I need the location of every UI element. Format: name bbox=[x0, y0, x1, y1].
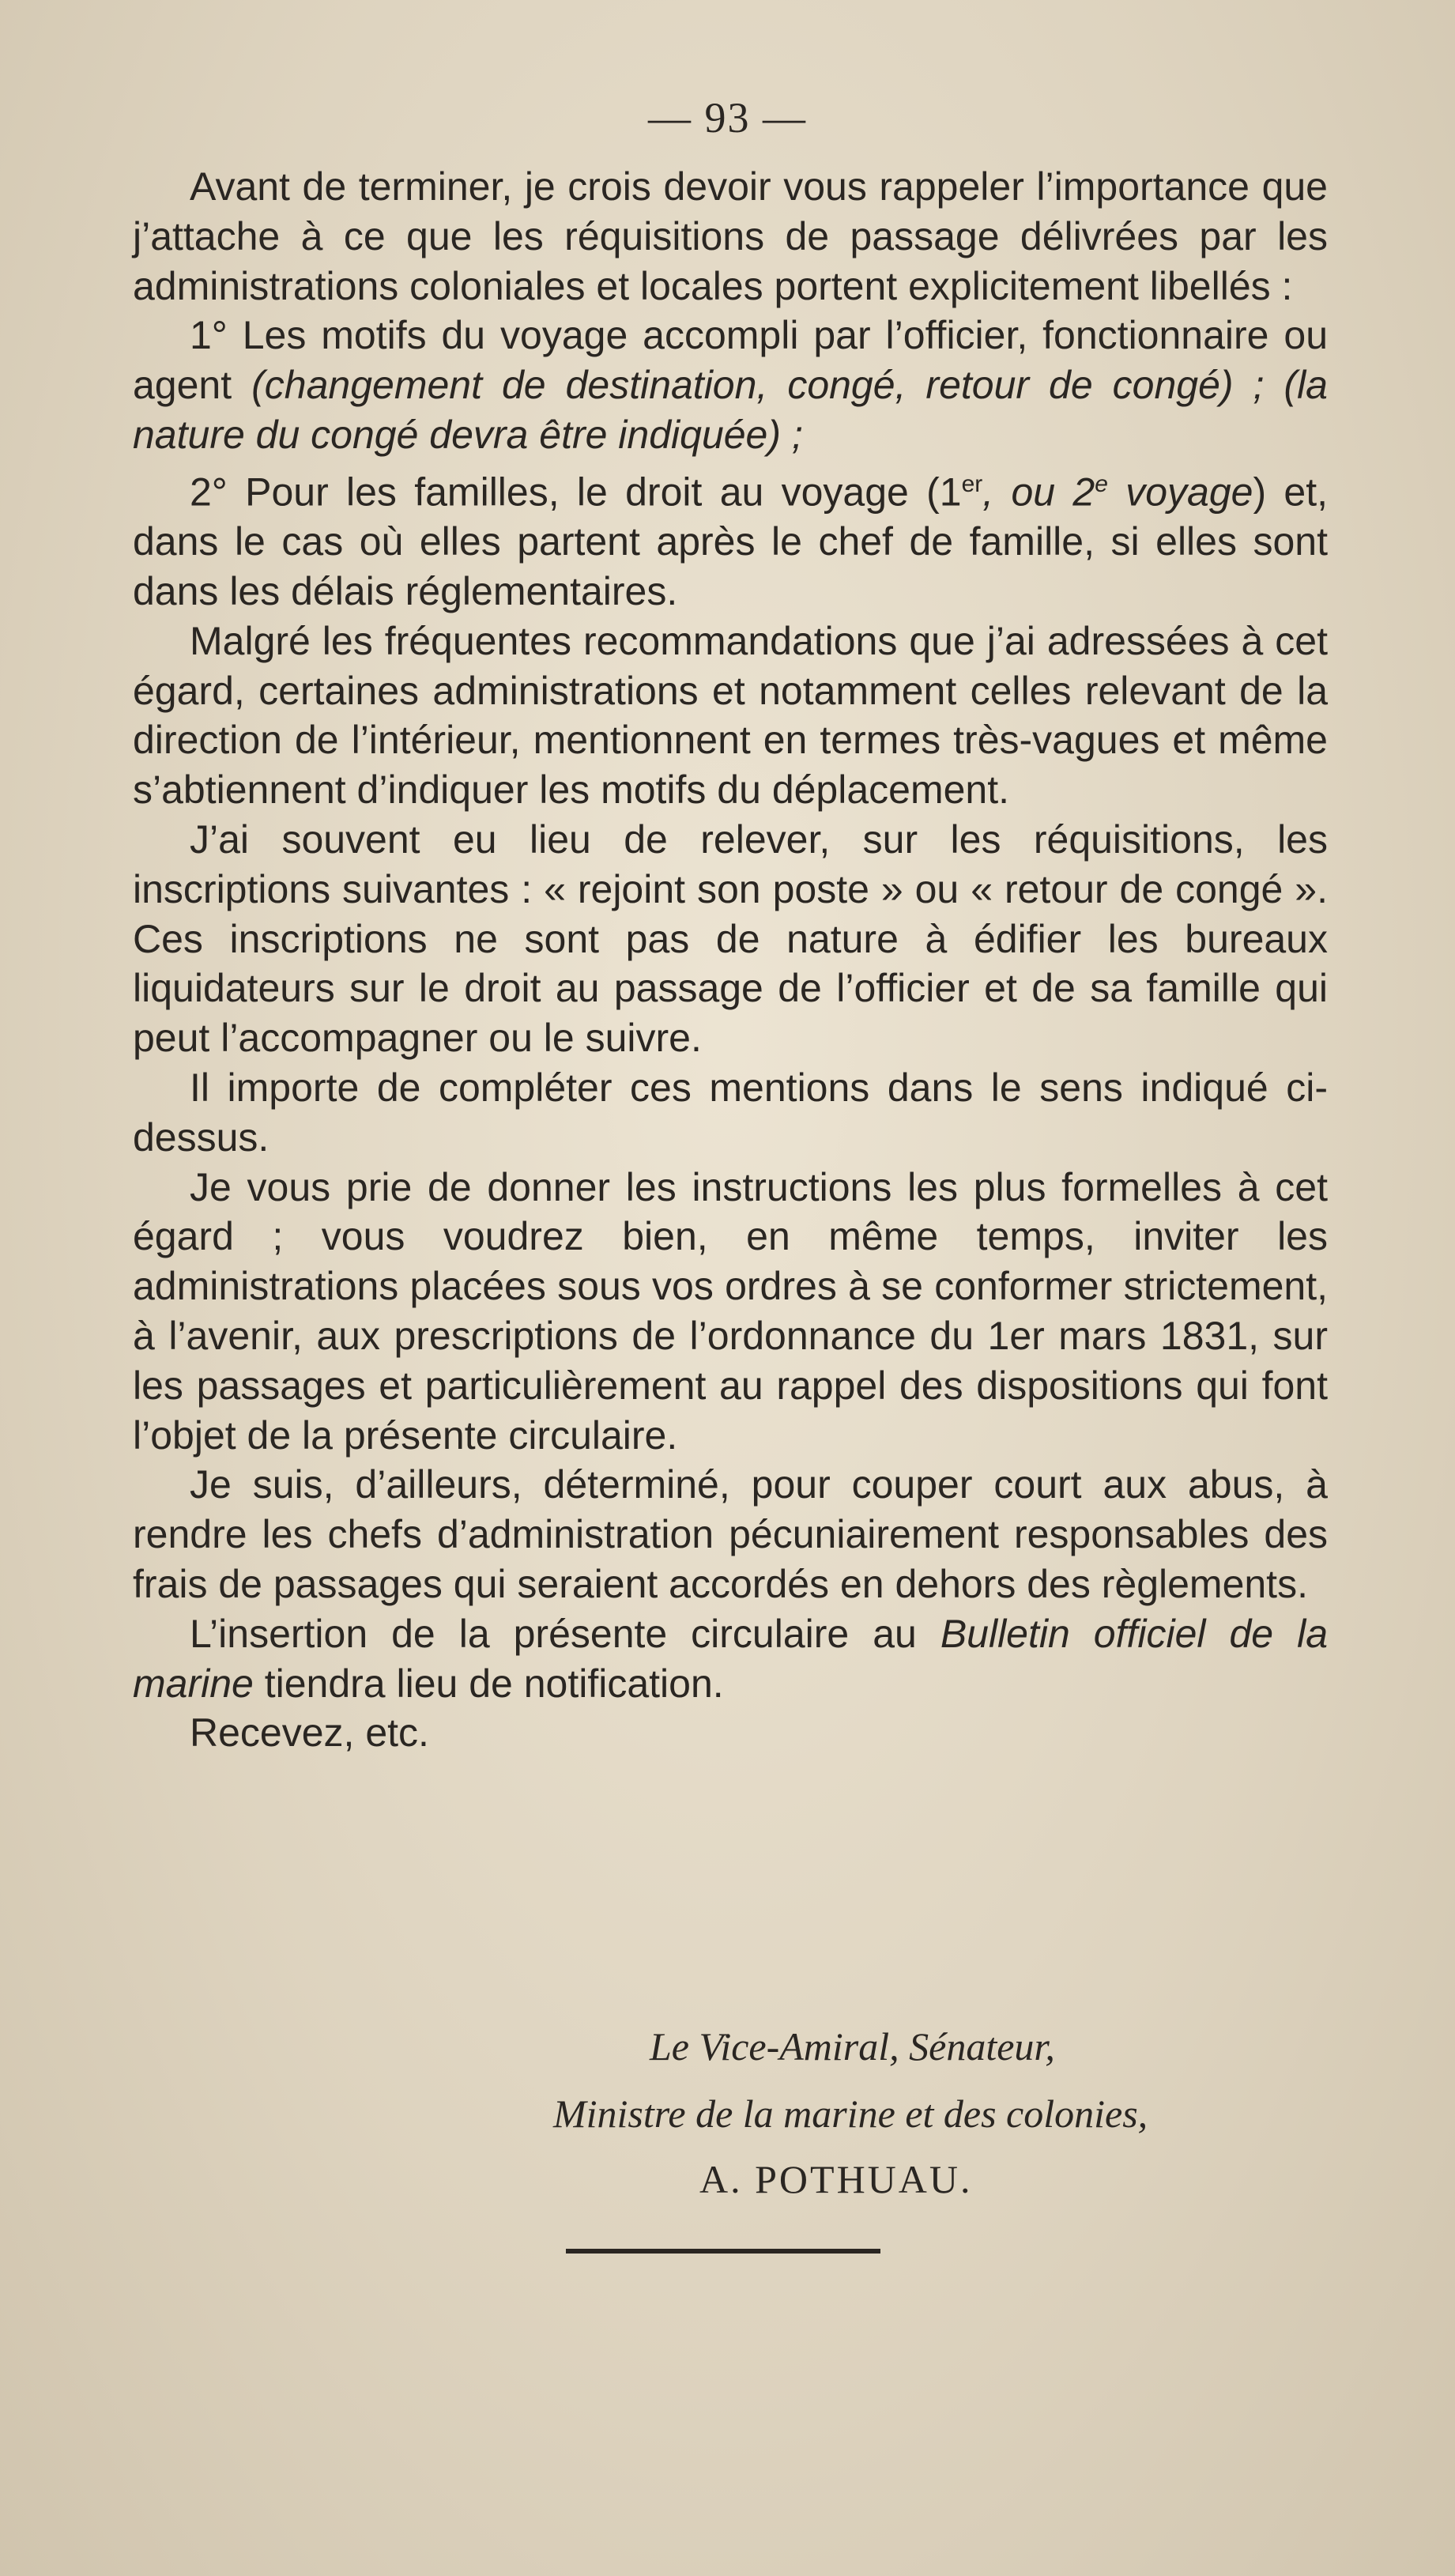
item-2-first-sup: er bbox=[961, 470, 983, 497]
paragraph-insertion bbox=[133, 1609, 1328, 1709]
closing-rule bbox=[566, 2249, 880, 2254]
paragraph-intro: Avant de terminer, je crois devoir vous rappeler l’importance que j’attache à ce que les réquisitions de passage délivrées par les administrations coloniales et locales portent explicitement libellés : bbox=[133, 164, 1328, 308]
paragraph-item-1 bbox=[133, 311, 1328, 459]
circular-body bbox=[133, 162, 1328, 1758]
paragraph-complete-mentions: Il importe de compléter ces mentions dans le sens indiqué ci-dessus. bbox=[133, 1065, 1328, 1160]
signature-name: A. POTHUAU. bbox=[699, 2157, 973, 2201]
item-2-mid: , ou 2 bbox=[982, 470, 1095, 515]
paragraph-recommendations: Malgré les fréquentes recommandations que j’ai adressées à cet égard, certaines administrations et notamment celles relevant de la direction de l’intérieur, mentionnent en termes très-vagues et même s’abtiennent d’indiquer les motifs du déplacement. bbox=[133, 618, 1328, 813]
insertion-italic: Bulletin officiel de la marine bbox=[133, 1611, 1328, 1706]
paragraph-inscriptions: J’ai souvent eu lieu de relever, sur les réquisitions, les inscriptions suivantes : « rejoint son poste » ou « retour de congé ». Ces inscriptions ne sont pas de nature à édifier les bureaux liquidateurs sur le droit au passage de l’officier et de sa famille qui peut l’accompagner ou le suivre. bbox=[133, 817, 1328, 1061]
item-1-italic: (changement de destination, congé, retour de congé) ; (la nature du congé devra être indiquée) ; bbox=[133, 363, 1328, 457]
item-2-lead: 2° Pour les familles, le droit au voyage ( bbox=[190, 470, 940, 515]
closing-formula: Recevez, etc. bbox=[190, 1710, 429, 1756]
item-1-lead: 1° Les motifs du voyage accompli par l’officier, fonctionnaire ou agent bbox=[133, 313, 1328, 408]
insertion-rest: tiendra lieu de notification. bbox=[253, 1661, 724, 1706]
insertion-lead: L’insertion de la présente circulaire au bbox=[190, 1611, 940, 1656]
page-number: — 93 — bbox=[648, 94, 807, 141]
signature-title: Le Vice-Amiral, Sénateur, bbox=[650, 2024, 1055, 2069]
signature-ministry: Ministre de la marine et des colonies, bbox=[553, 2091, 1148, 2136]
paragraph-item-2 bbox=[133, 460, 1328, 617]
item-2-first-num: 1 bbox=[939, 470, 962, 515]
paragraph-responsibility: Je suis, d’ailleurs, déterminé, pour couper court aux abus, à rendre les chefs d’administration pécuniairement responsables des frais de passages qui seraient accordés en dehors des règlements. bbox=[133, 1462, 1328, 1606]
paragraph-instructions: Je vous prie de donner les instructions les plus formelles à cet égard ; vous voudrez bien, en même temps, inviter les administrations placées sous vos ordres à se conformer strictement, à l’avenir, aux prescriptions de l’ordonnance du 1er mars 1831, sur les passages et particulièrement au rappel des dispositions qui font l’objet de la présente circulaire. bbox=[133, 1164, 1328, 1458]
item-2-second-sup: e bbox=[1095, 470, 1108, 497]
item-2-italic-tail: voyage bbox=[1107, 470, 1253, 515]
item-2-rest: ) et, dans le cas où elles partent après le chef de famille, si elles sont dans les délais réglementaires. bbox=[133, 470, 1328, 614]
